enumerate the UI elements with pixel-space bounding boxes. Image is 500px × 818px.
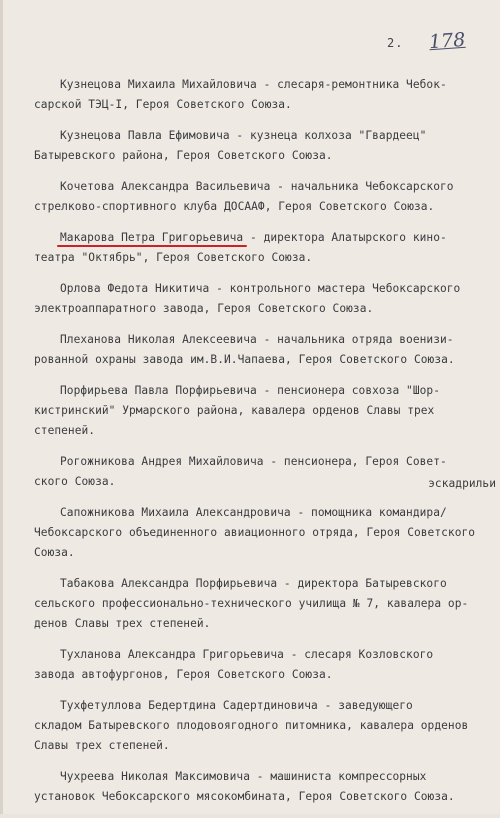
entry-line: установок Чебоксарского мясокомбината, Героя Советского Союза. — [34, 790, 455, 803]
entry-line: Чухреева Николая Максимовича - машиниста компрессорных — [60, 770, 427, 783]
entry-tukhfetullov — [34, 696, 474, 756]
entry-sapozhnikov — [34, 503, 474, 563]
entries-list — [34, 75, 496, 818]
entry-line: Кочетова Александра Васильевича - начальника Чебоксарского — [60, 180, 454, 193]
entry-line: Порфирьева Павла Порфирьевича - пенсионера совхоза "Шор- — [60, 384, 440, 397]
entry-line: Славы трех степеней. — [34, 739, 170, 752]
entry-line: Орлова Федота Никитича - контрольного мастера Чебоксарского — [60, 282, 461, 295]
entry-rogozhnikov — [34, 452, 496, 492]
entry-line: Табакова Александра Порфирьевича - директора Батыревского — [60, 577, 447, 590]
entry-first-line — [34, 228, 474, 248]
red-underline-mark — [57, 245, 247, 247]
entry-tukhlanov — [34, 645, 474, 685]
entry-line: степеней. — [34, 424, 96, 437]
entry-line: Чебоксарского объединенного авиационного отряда, Героя Советского — [34, 526, 476, 539]
entry-line: рованной охраны завода им.В.И.Чапаева, Героя Советского Союза. — [34, 353, 455, 366]
entry-kuznetsov-m — [34, 75, 474, 115]
highlighted-name — [60, 231, 243, 244]
entry-porfiryev — [34, 381, 474, 441]
entry-plekhanov — [34, 330, 474, 370]
entry-line: завода автофургонов, Героя Советского Союза. — [34, 668, 333, 681]
entry-line: Кузнецова Павла Ефимовича - кузнеца колхоза "Гвардеец" — [60, 129, 427, 142]
entry-line: Плеханова Николая Алексеевича - начальника отряда военизи- — [60, 333, 454, 346]
entry-line: театра "Октябрь", Героя Советского Союза. — [34, 251, 313, 264]
entry-line: ского Союза. — [34, 475, 116, 488]
entry-line: сарской ТЭЦ-I, Героя Советского Союза. — [34, 98, 292, 111]
name-text: Макарова Петра Григорьевича — [60, 231, 244, 244]
entry-line: денов Славы трех степеней. — [34, 617, 211, 630]
entry-orlov — [34, 279, 474, 319]
page-number: 2. — [387, 36, 404, 50]
entry-tabakov — [34, 574, 474, 634]
entry-line: стрелково-спортивного клуба ДОСААФ, Героя Советского Союза. — [34, 200, 435, 213]
entry-line: электроаппаратного завода, Героя Советского Союза. — [34, 302, 374, 315]
entry-line: Батыревского района, Героя Советского Союза. — [34, 149, 333, 162]
entry-line: Сапожникова Михаила Александровича - помощника командира/ — [60, 506, 447, 519]
entry-line: сельского профессионально-технического училища № 7, кавалера ор- — [34, 597, 469, 610]
entry-line: складом Батыревского плодовоягодного питомника, кавалера орденов — [34, 719, 469, 732]
entry-line: Союза. — [34, 546, 75, 559]
entry-line: кистринский" Урмарского района, кавалера орденов Славы трех — [34, 404, 435, 417]
entry-line: Рогожникова Андрея Михайловича - пенсионера, Героя Совет- — [60, 455, 447, 468]
archive-number-handwritten: 178 — [428, 28, 466, 54]
entry-makarov — [34, 228, 474, 268]
inserted-word-note: эскадрильи — [428, 477, 496, 490]
entry-line-rest: - директора Алатырского кино- — [243, 231, 447, 244]
entry-line: Кузнецова Михаила Михайловича - слесаря-ремонтника Чебок- — [60, 78, 447, 91]
entry-line: Тухланова Александра Григорьевича - слесаря Козловского — [60, 648, 434, 661]
entry-kochetov — [34, 177, 474, 217]
entry-line: Тухфетуллова Бедертдина Садертдиновича - заведующего — [60, 699, 413, 712]
entry-kuznetsov-p — [34, 126, 474, 166]
entry-chukhreev — [34, 767, 474, 807]
